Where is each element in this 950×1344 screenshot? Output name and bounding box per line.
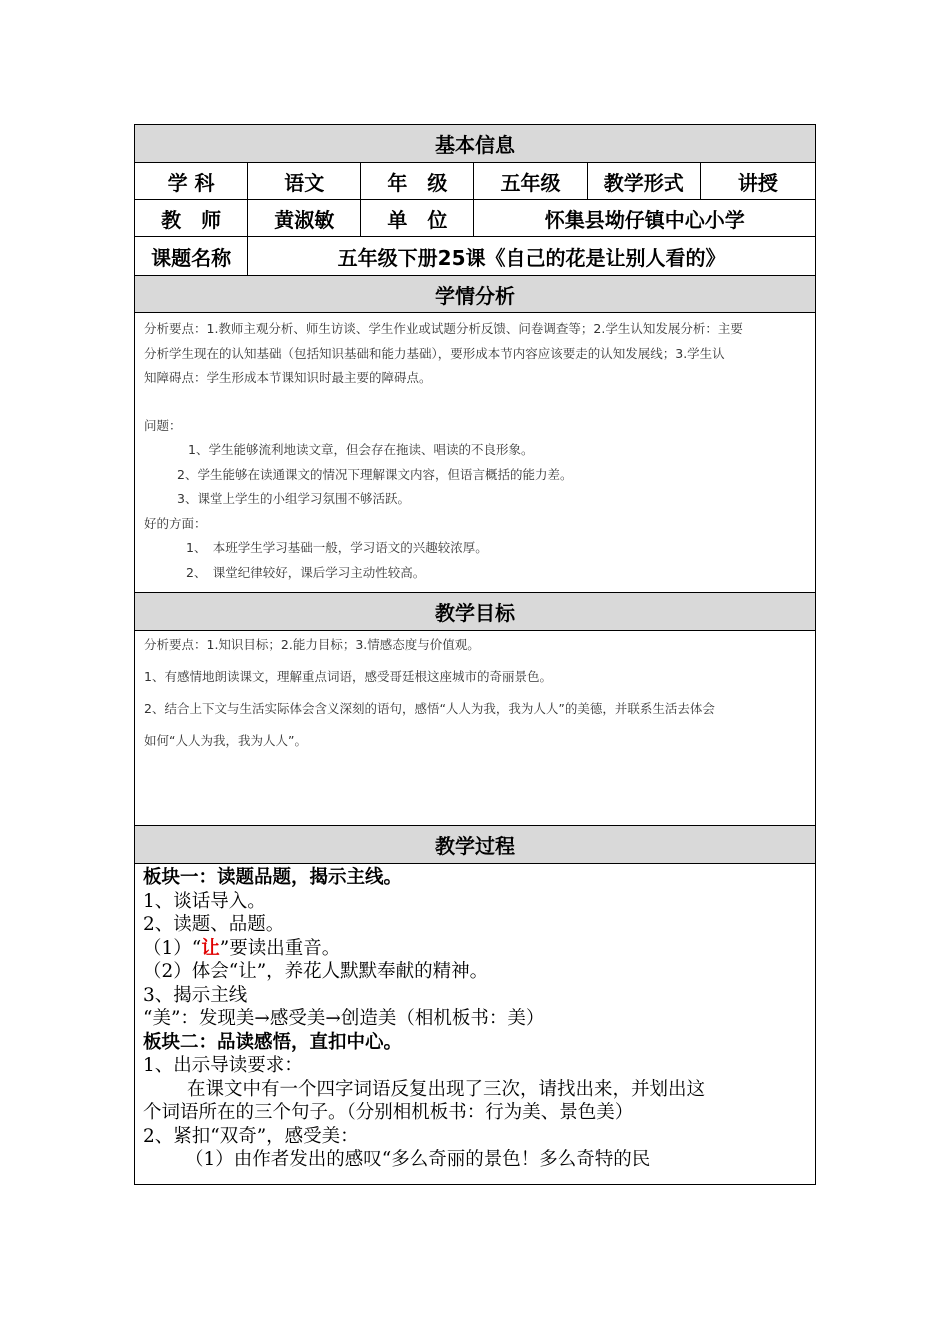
process-line: “美”：发现美→感受美→创造美（相机板书：美） [143,1008,545,1029]
subject-value: 语文 [248,163,361,200]
process-line: 个词语所在的三个句子。（分别相机板书：行为美、景色美） [143,1102,634,1123]
process-header: 教学过程 [135,826,816,864]
good-item: 2、 课堂纪律较好，课后学习主动性较高。 [186,564,426,580]
topic-value: 五年级下册25课《自己的花是让别人看的》 [248,237,816,276]
problem-item: 1、学生能够流利地读文章，但会存在拖读、唱读的不良形象。 [188,442,534,457]
problems-title: 问题： [144,417,182,433]
problem-item: 3、课堂上学生的小组学习氛围不够活跃。 [177,491,410,506]
analysis-line: 分析学生现在的认知基础（包括知识基础和能力基础），要形成本节内容应该要走的认知发展线；3.学生认 [144,345,725,361]
block1-title: 板块一：读题品题，揭示主线。 [143,867,403,888]
process-line: 1、谈话导入。 [143,890,266,912]
unit-value: 怀集县坳仔镇中心小学 [474,200,816,237]
process-line: （2）体会“让”，养花人默默奉献的精神。 [143,961,489,982]
goals-line: 2、结合上下文与生活实际体会含义深刻的语句，感悟“人人为我，我为人人”的美德，并联系生活去体会 [144,701,715,716]
emphasis-char: 让 [201,937,220,959]
process-line: 2、紧扣“双奇”，感受美： [143,1125,359,1147]
process-line: 1、出示导读要求： [143,1055,303,1076]
goals-header: 教学目标 [135,593,816,631]
teacher-label: 教 师 [135,200,248,237]
teacher-value: 黄淑敏 [248,200,361,237]
process-line: （1）由作者发出的感叹“多么奇丽的景色！多么奇特的民 [185,1149,651,1170]
lesson-plan-table [134,124,816,1185]
analysis-line: 分析要点：1.教师主观分析、师生访谈、学生作业或试题分析反馈、问卷调查等；2.学生认知发展分析：主要 [144,321,743,336]
block2-title: 板块二：品读感悟，直扣中心。 [143,1031,403,1053]
process-line: （1）“让”要读出重音。 [143,937,341,959]
goals-line: 分析要点：1.知识目标；2.能力目标；3.情感态度与价值观。 [144,637,480,652]
subject-label: 学 科 [135,163,248,200]
process-line: 3、揭示主线 [143,984,248,1006]
grade-label: 年 级 [361,163,474,200]
unit-label: 单 位 [361,200,474,237]
process-line: 在课文中有一个四字词语反复出现了三次，请找出来，并划出这 [187,1078,706,1100]
analysis-body [135,313,816,593]
form-label: 教学形式 [587,163,700,200]
goods-title: 好的方面： [144,515,207,531]
analysis-line: 知障碍点：学生形成本节课知识时最主要的障碍点。 [144,370,432,385]
problem-item: 2、学生能够在读通课文的情况下理解课文内容，但语言概括的能力差。 [177,466,573,482]
good-item: 1、 本班学生学习基础一般，学习语文的兴趣较浓厚。 [186,540,488,555]
basic-info-header: 基本信息 [135,125,816,163]
goals-line: 如何“人人为我，我为人人”。 [144,733,307,748]
goals-body [135,631,816,826]
grade-value: 五年级 [474,163,587,200]
analysis-header: 学情分析 [135,276,816,313]
goals-line: 1、有感情地朗读课文，理解重点词语，感受哥廷根这座城市的奇丽景色。 [144,669,552,684]
process-line: 2、读题、品题。 [143,914,285,935]
topic-label: 课题名称 [135,237,248,276]
form-value: 讲授 [700,163,815,200]
process-body [135,864,816,1185]
